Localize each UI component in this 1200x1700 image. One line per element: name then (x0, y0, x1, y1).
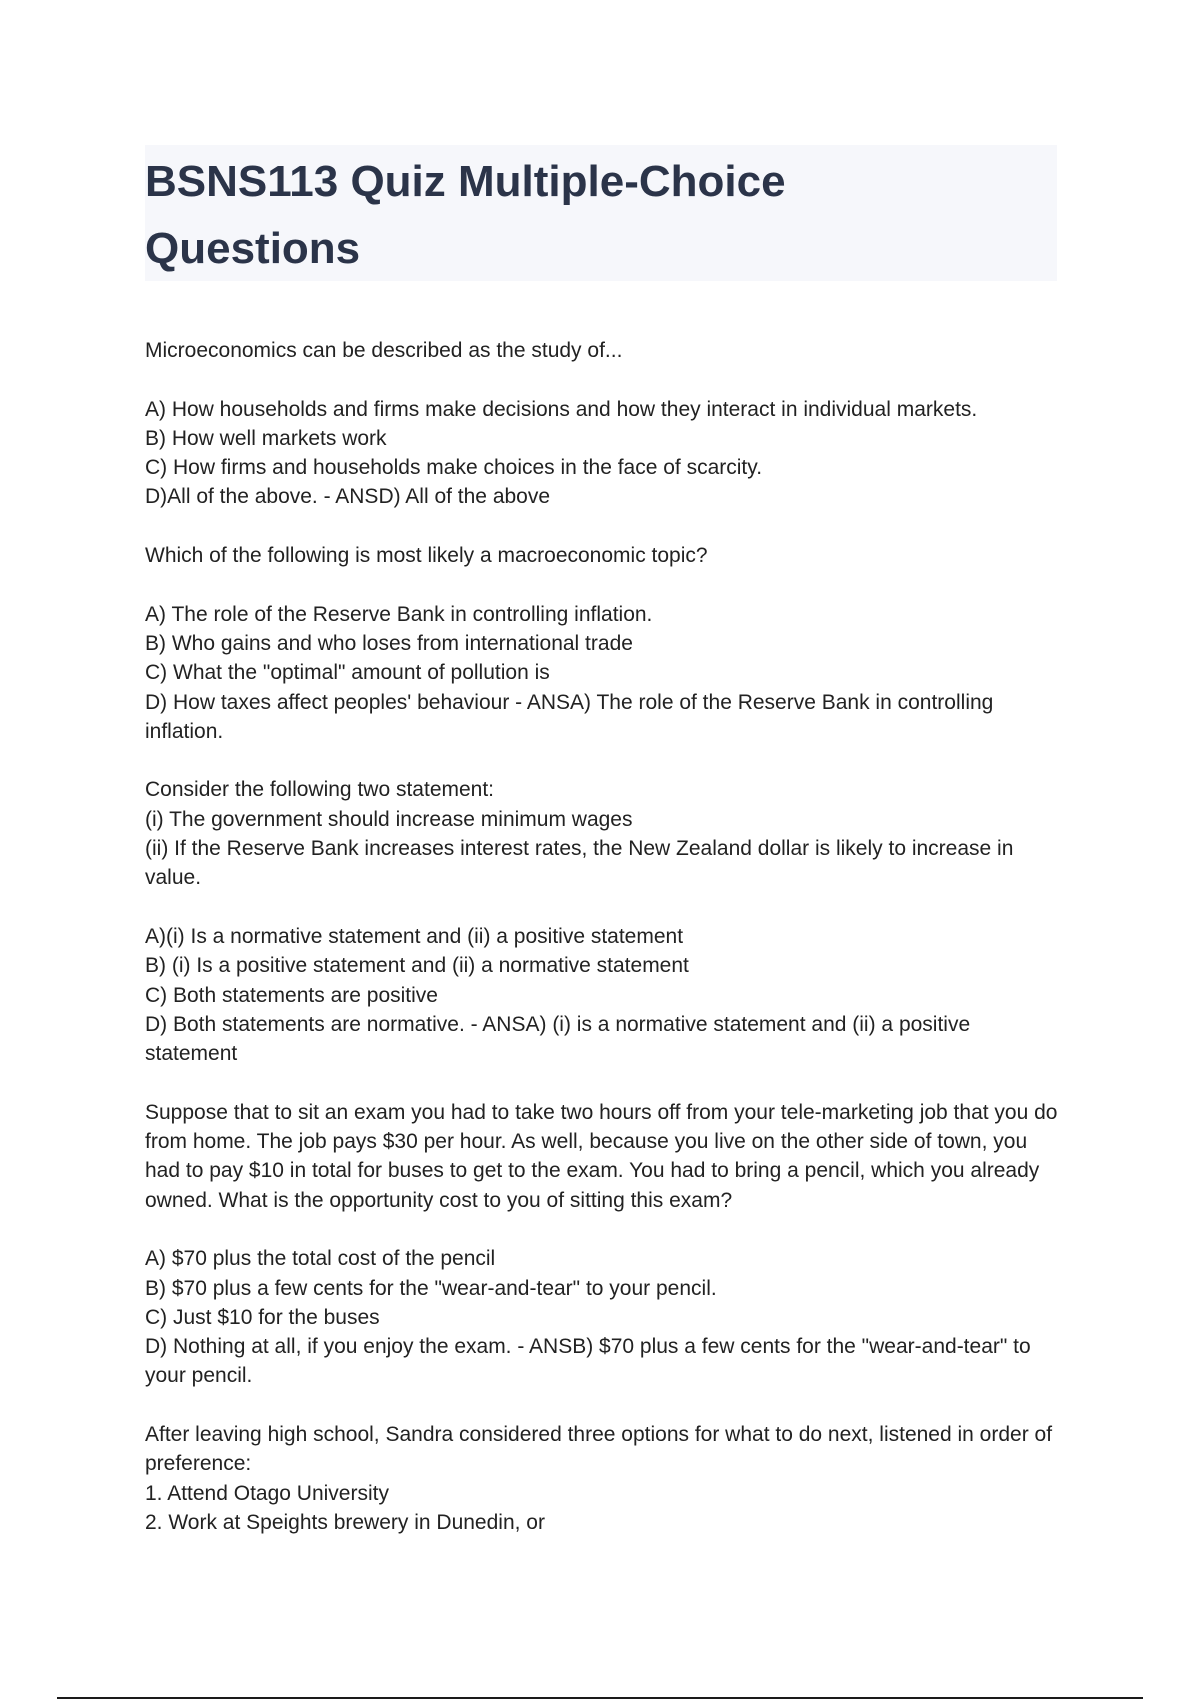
stem-statement-ii: (ii) If the Reserve Bank increases interest rates, the New Zealand dollar is likely to increase in value. (145, 837, 1014, 890)
option-a: A) The role of the Reserve Bank in controlling inflation. (145, 602, 653, 626)
option-d-with-answer: D) Both statements are normative. - ANSA) (i) is a normative statement and (ii) a positive statement (145, 1012, 971, 1066)
question-stem (145, 1420, 1065, 1537)
answer-options (145, 600, 1065, 746)
option-d-with-answer: D)All of the above. - ANSD) All of the above (145, 485, 551, 509)
stem-line: Suppose that to sit an exam you had to take two hours off from your tele-marketing job that you do from home. The job pays $30 per hour. As well, because you live on the other side of town, you had to pay $10 in total for buses to get to the exam. You had to bring a pencil, which you already owned. What is the opportunity cost to you of sitting this exam? (145, 1100, 1058, 1212)
question-stem (145, 336, 1065, 365)
answer-options (145, 395, 1065, 512)
answer-options (145, 1244, 1065, 1390)
stem-list-item: 2. Work at Speights brewery in Dunedin, or (145, 1510, 545, 1534)
question-stem (145, 775, 1065, 892)
page-bottom-rule (57, 1697, 1143, 1699)
stem-line: Which of the following is most likely a macroeconomic topic? (145, 544, 708, 568)
option-b: B) (i) Is a positive statement and (ii) a normative statement (145, 954, 689, 978)
question-list (145, 336, 1065, 1566)
option-a: A) How households and firms make decisions and how they interact in individual markets. (145, 397, 978, 421)
stem-list-item: 1. Attend Otago University (145, 1481, 389, 1505)
option-b: B) $70 plus a few cents for the "wear-and-tear" to your pencil. (145, 1276, 717, 1300)
option-c: C) What the "optimal" amount of pollution is (145, 661, 550, 685)
option-d-with-answer: D) How taxes affect peoples' behaviour - ANSA) The role of the Reserve Bank in controlling inflation. (145, 690, 994, 743)
option-d-with-answer: D) Nothing at all, if you enjoy the exam. - ANSB) $70 plus a few cents for the "wear-and-tear" to your pencil. (145, 1335, 1031, 1388)
option-a: A)(i) Is a normative statement and (ii) a positive statement (145, 924, 684, 948)
stem-line: After leaving high school, Sandra considered three options for what to do next, listened in order of preference: (145, 1422, 1053, 1476)
option-c: C) Both statements are positive (145, 983, 438, 1007)
option-b: B) Who gains and who loses from international trade (145, 631, 633, 655)
document-title: BSNS113 Quiz Multiple-Choice Questions (145, 157, 786, 273)
title-banner (145, 145, 1057, 281)
stem-line: Consider the following two statement: (145, 778, 495, 802)
stem-line: Microeconomics can be described as the study of... (145, 339, 623, 362)
question-stem (145, 1098, 1065, 1215)
option-a: A) $70 plus the total cost of the pencil (145, 1247, 496, 1271)
option-b: B) How well markets work (145, 426, 387, 450)
option-c: C) How firms and households make choices in the face of scarcity. (145, 456, 763, 480)
answer-options (145, 922, 1065, 1068)
stem-statement-i: (i) The government should increase minimum wages (145, 807, 633, 831)
question-stem (145, 541, 1065, 570)
option-c: C) Just $10 for the buses (145, 1305, 380, 1329)
